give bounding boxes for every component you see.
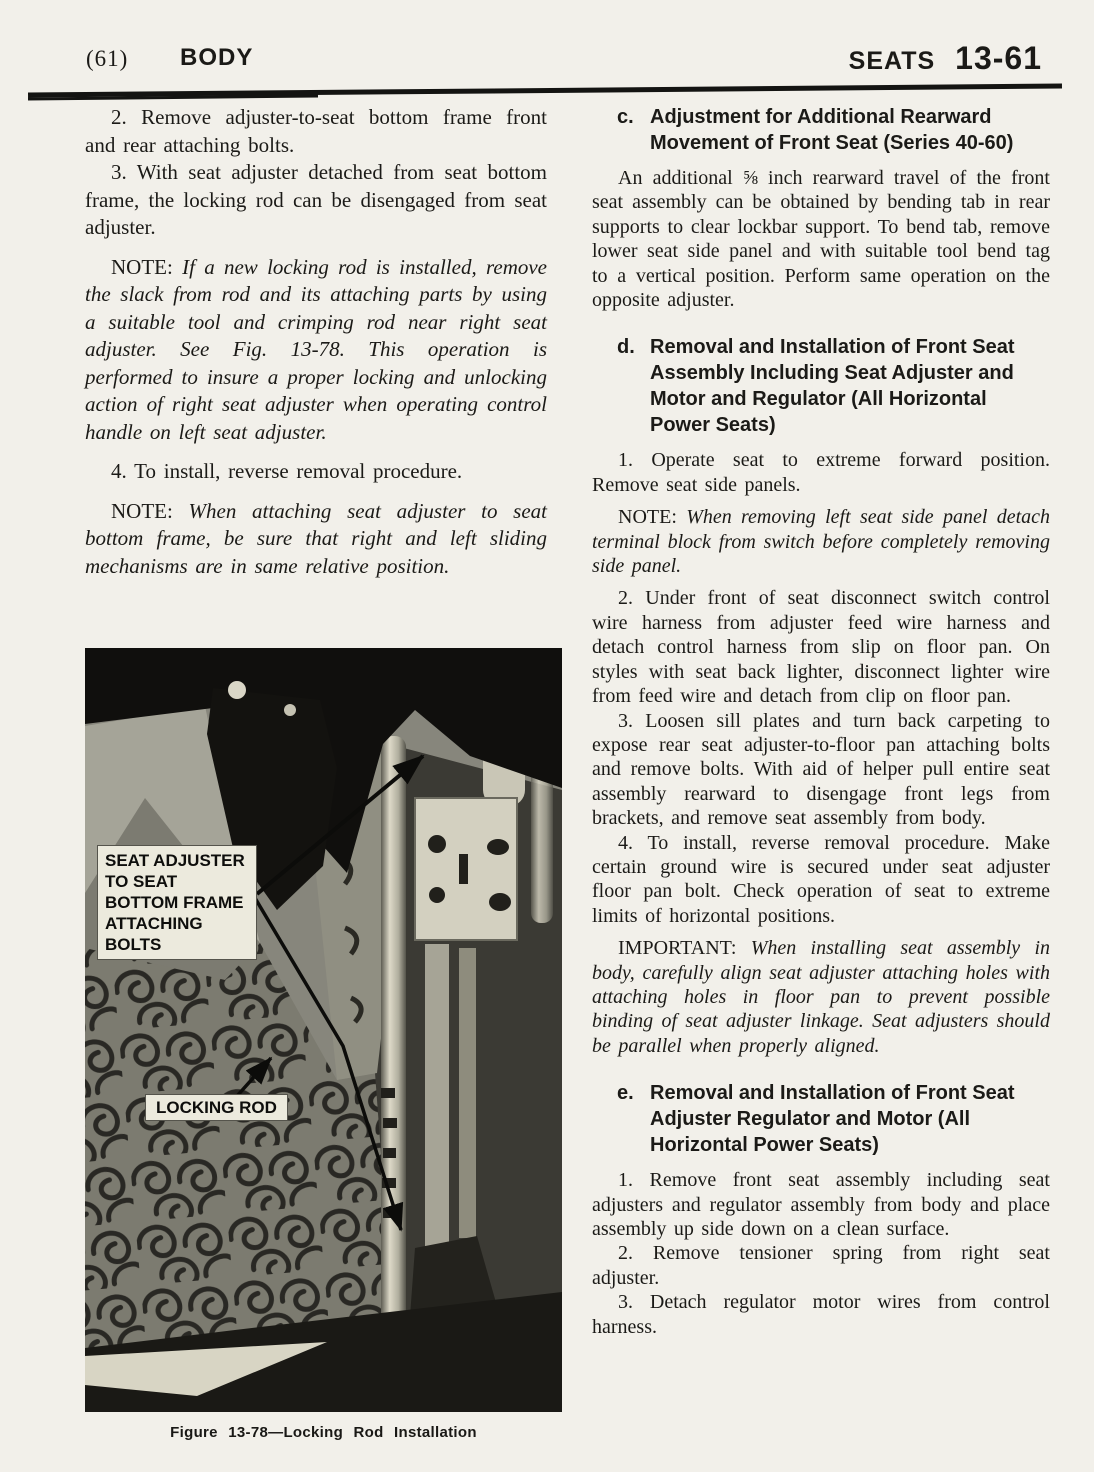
note-label: NOTE: [618, 506, 677, 529]
note-paragraph [85, 254, 547, 447]
heading-title: Adjustment for Additional Rearward Movement of Front Seat (Series 40-60) [650, 106, 1014, 154]
note-paragraph [85, 498, 547, 581]
figure-label-attaching-bolts: SEAT ADJUSTER TO SEAT BOTTOM FRAME ATTACHING BOLTS [98, 846, 256, 959]
left-column [85, 104, 547, 592]
note-text: When installing seat assembly in body, carefully align seat adjuster attaching holes with attaching holes in floor pan to prevent possible binding of seat adjuster linkage. Seat adjusters should be parallel when properly aligned. [592, 937, 1051, 1057]
step-paragraph: 2. Remove adjuster-to-seat bottom frame front and rear attaching bolts. [85, 105, 547, 157]
section-d [592, 334, 1050, 1058]
heading-letter: c. [617, 106, 634, 128]
step-paragraph: 4. To install, reverse removal procedure. Make certain ground wire is secured under seat adjuster floor pan bolt. Check operation of seat to extreme limits of horizontal positions. [592, 831, 1050, 927]
step-paragraph: 2. Under front of seat disconnect switch control wire harness from adjuster feed wire harness and detach control harness from slip on floor pan. On styles with seat back lighter, disconnect lighter wire from feed wire and detach from clip on floor pan. [592, 587, 1050, 708]
section-c [592, 104, 1050, 312]
note-text: When removing left seat side panel detach terminal block from switch before completely removing side panel. [592, 506, 1050, 578]
note-paragraph [592, 505, 1050, 578]
page-number: (61) [86, 46, 129, 71]
figure-label-locking-rod: LOCKING ROD [146, 1095, 287, 1120]
locking-rod-photo-illustration [85, 648, 562, 1412]
header-section-body: BODY [180, 44, 254, 71]
heading-title: Removal and Installation of Front Seat Adjuster Regulator and Motor (All Horizontal Power Seats) [650, 1082, 1015, 1157]
step-paragraph: 3. Loosen sill plates and turn back carpeting to expose rear seat adjuster-to-floor pan attaching bolts and remove bolts. With aid of helper pull entire seat assembly rearward to disengage front legs from brackets, and remove seat assembly from body. [592, 709, 1050, 830]
note-text: If a new locking rod is installed, remove the slack from rod and its attaching parts by using a suitable tool and crimping rod near right seat adjuster. See Fig. 13-78. This operation is performed to insure a proper locking and unlocking action of right seat adjuster when operating control handle on left seat adjuster. [85, 254, 548, 444]
right-column [592, 104, 1050, 1339]
note-label: NOTE: [111, 254, 173, 279]
important-paragraph [592, 936, 1050, 1058]
section-e [592, 1080, 1050, 1339]
section-heading [617, 104, 1050, 156]
note-label: NOTE: [111, 498, 173, 523]
heading-letter: d. [617, 336, 635, 359]
header-section-seats: SEATS [848, 47, 936, 75]
paragraph: An additional ⅝ inch rearward travel of the front seat assembly can be obtained by bending tab in rear supports to clear lockbar support. To bend tab, remove lower seat side panel and with suitable tool bend tag to a vertical position. Perform same operation on the opposite adjuster. [592, 167, 1050, 312]
step-paragraph: 3. Detach regulator motor wires from control harness. [592, 1291, 1050, 1338]
figure-13-78-photo [85, 648, 562, 1412]
header-page-code: 13-61 [955, 40, 1042, 76]
step-paragraph: 4. To install, reverse removal procedure. [111, 459, 463, 483]
step-paragraph: 3. With seat adjuster detached from seat bottom frame, the locking rod can be disengaged from seat adjuster. [85, 160, 547, 239]
section-heading [617, 334, 1050, 438]
step-paragraph: 2. Remove tensioner spring from right seat adjuster. [592, 1242, 1050, 1289]
note-text: When attaching seat adjuster to seat bottom frame, be sure that right and left sliding mechanisms are in same relative position. [85, 498, 547, 578]
section-heading [617, 1080, 1050, 1158]
heading-letter: e. [617, 1082, 634, 1105]
header-right-group [849, 40, 1042, 77]
heading-title: Removal and Installation of Front Seat Assembly Including Seat Adjuster and Motor and Regulator (All Horizontal Power Seats) [650, 336, 1015, 437]
figure-caption: Figure 13-78—Locking Rod Installation [170, 1424, 477, 1441]
step-paragraph: 1. Remove front seat assembly including seat adjusters and regulator assembly from body and place assembly up side down on a clean surface. [592, 1169, 1050, 1240]
step-paragraph: 1. Operate seat to extreme forward position. Remove seat side panels. [592, 449, 1050, 496]
note-label: IMPORTANT: [618, 937, 737, 960]
